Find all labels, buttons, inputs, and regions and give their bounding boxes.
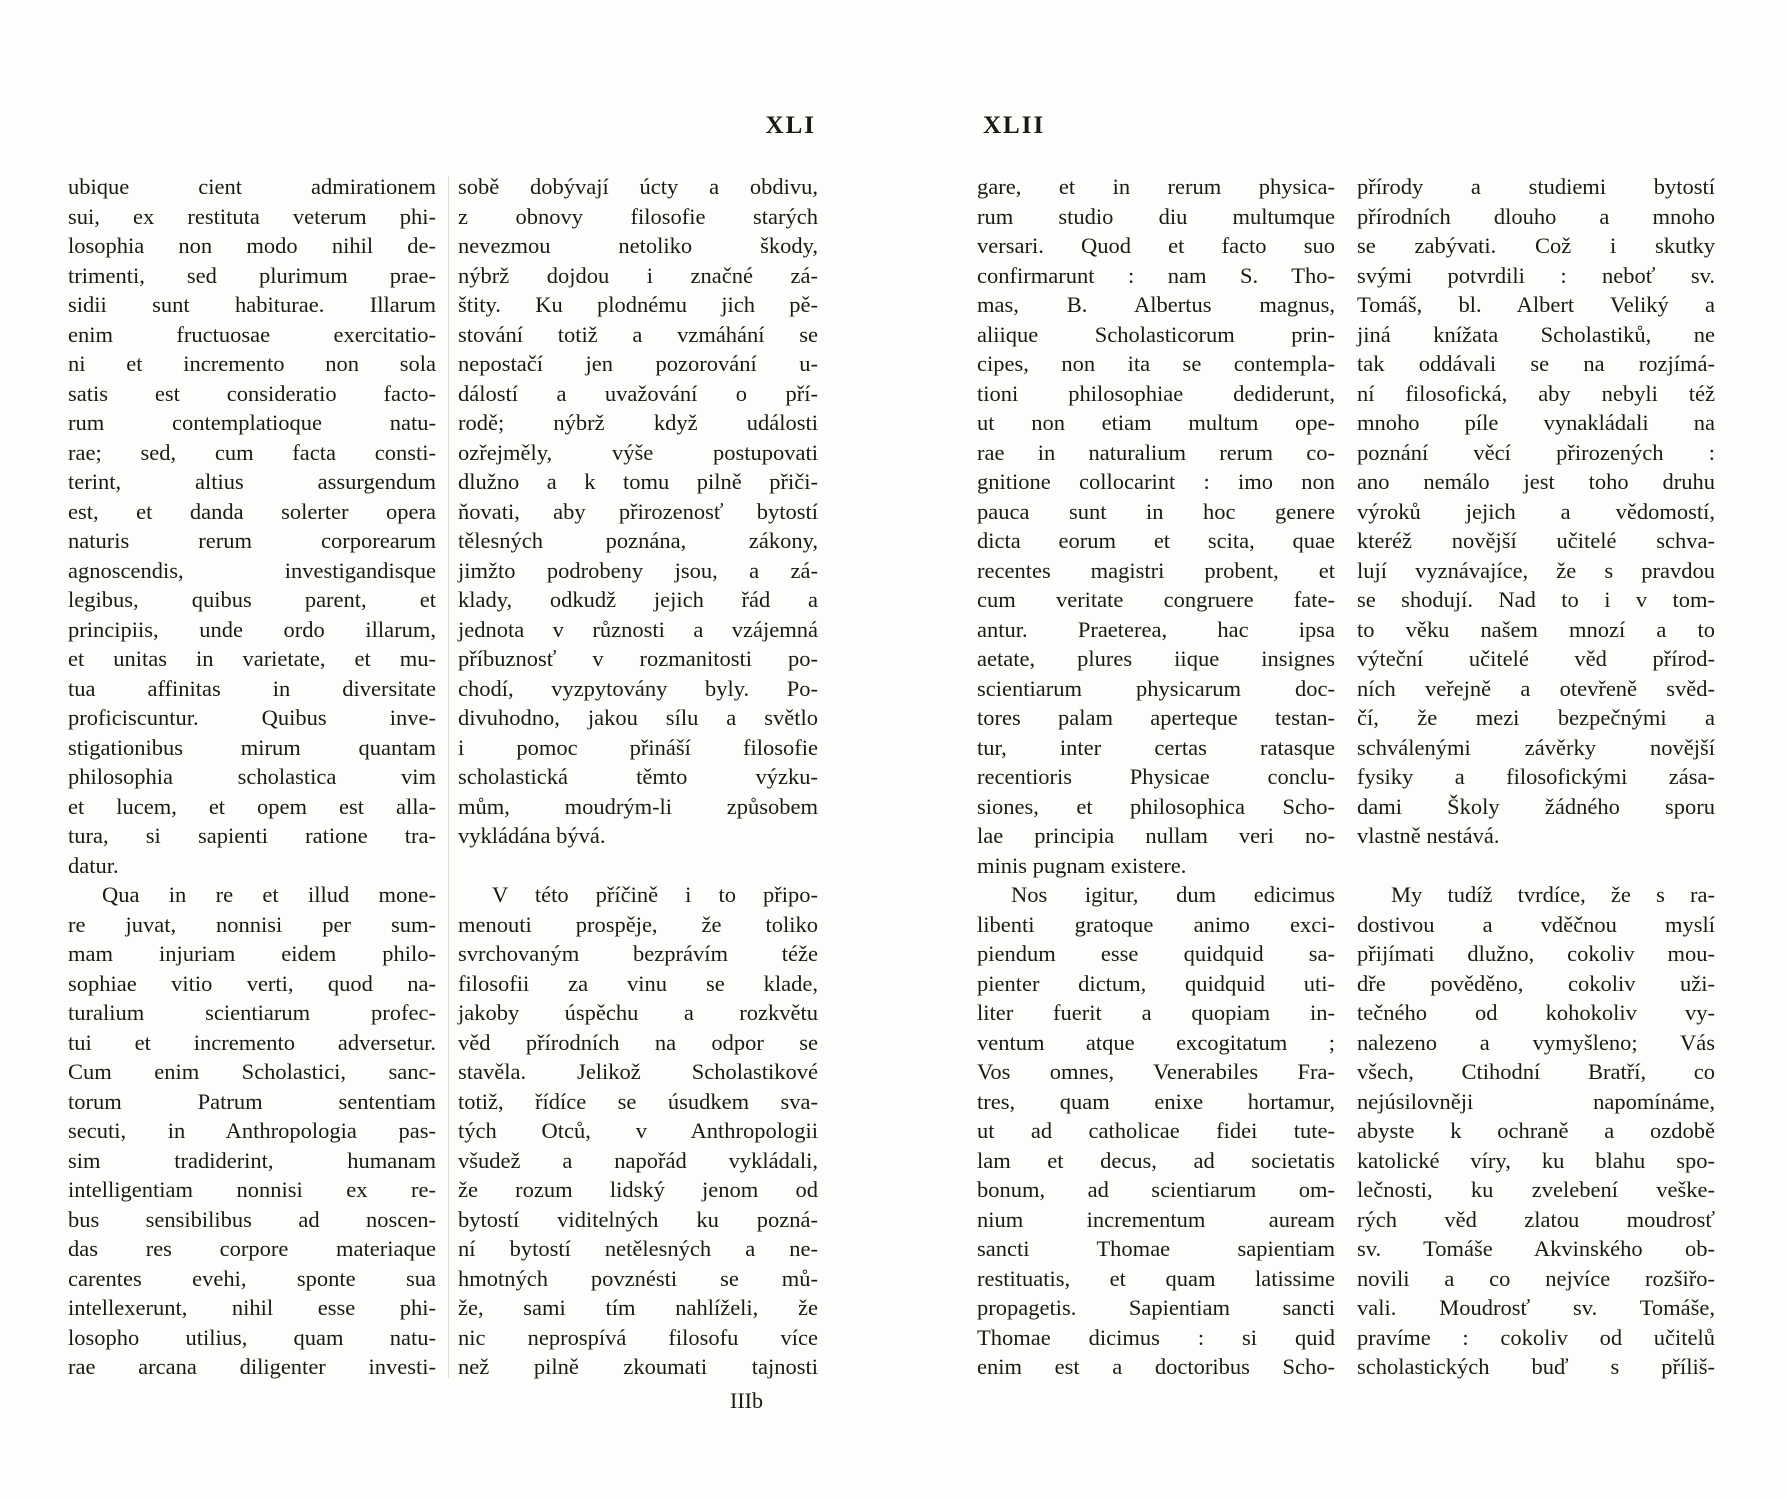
text-line: philosophia scholastica vim — [68, 764, 436, 789]
text-line: všech, Ctihodní Bratří, co — [1357, 1059, 1715, 1084]
text-line: satis est consideratio facto- — [68, 380, 436, 406]
text-line: fysiky a filosofickými zása- — [1357, 764, 1715, 789]
text-line: tak oddávali se na rozjímá- — [1357, 351, 1715, 376]
paragraph — [977, 172, 1335, 880]
text-line: My tudíž tvrdíce, že s ra- — [1391, 882, 1715, 907]
text-line: terint, altius assurgendum — [68, 469, 436, 494]
text-line: ni et incremento non sola — [68, 351, 436, 376]
text-line: tores palam aperteque testan- — [977, 705, 1335, 730]
text-line: Tomáš, bl. Albert Veliký a — [1357, 292, 1715, 317]
text-line: siones, et philosophica Scho- — [977, 793, 1335, 819]
text-line: tioni philosophiae dediderunt, — [977, 380, 1335, 406]
text-line: kteréž novější učitelé schva- — [1357, 528, 1715, 553]
text-line: propagetis. Sapientiam sancti — [977, 1295, 1335, 1320]
text-line: cum veritate congruere fate- — [977, 587, 1335, 612]
text-line: antur. Praeterea, hac ipsa — [977, 616, 1335, 642]
text-line: est, et danda solerter opera — [68, 498, 436, 524]
text-line: recentioris Physicae conclu- — [977, 764, 1335, 789]
text-line: sancti Thomae sapientiam — [977, 1236, 1335, 1261]
text-line: nýbrž dojdou i značné zá- — [458, 262, 818, 288]
text-line: jiná knížata Scholastiků, ne — [1357, 321, 1715, 347]
text-line: Vos omnes, Venerabiles Fra- — [977, 1059, 1335, 1084]
text-line: vykládána bývá. — [458, 823, 606, 848]
text-line: pienter dictum, quidquid uti- — [977, 970, 1335, 996]
text-line: ních veřejně a otevřeně svěd- — [1357, 675, 1715, 701]
text-line: agnoscendis, investigandisque — [68, 557, 436, 583]
text-line: dlužno a k tomu pilně přiči- — [458, 469, 818, 494]
page-xli — [68, 112, 818, 1415]
text-line: losophia non modo nihil de- — [68, 233, 436, 258]
text-line: ut ad catholicae fidei tute- — [977, 1118, 1335, 1143]
text-line: rae; sed, cum facta consti- — [68, 439, 436, 465]
text-line: naturis rerum corporearum — [68, 528, 436, 553]
text-line: principiis, unde ordo illarum, — [68, 616, 436, 642]
text-line: chodí, vyzpytovány byly. Po- — [458, 675, 818, 701]
text-line: svrchovaným bezprávím téže — [458, 941, 818, 966]
text-line: schválenými závěrky novější — [1357, 734, 1715, 760]
text-line: nalezeno a vymyšleno; Vás — [1357, 1029, 1715, 1055]
text-line: secuti, in Anthropologia pas- — [68, 1118, 436, 1143]
text-line: tres, quam enixe hortamur, — [977, 1088, 1335, 1114]
text-line: sui, ex restituta veterum phi- — [68, 203, 436, 229]
text-line: výroků jejich a vědomostí, — [1357, 498, 1715, 524]
text-line: nevezmou netoliko škody, — [458, 233, 818, 258]
paragraph — [1357, 172, 1715, 851]
text-line: rum studio diu multumque — [977, 203, 1335, 229]
text-line: štity. Ku plodnému jich pě- — [458, 292, 818, 317]
text-line: jednota v různosti a vzájemná — [458, 616, 818, 642]
text-line: nejúsilovněji napomínáme, — [1357, 1088, 1715, 1114]
page-number-xlii: XLII — [983, 112, 1046, 139]
text-line: minis pugnam existere. — [977, 852, 1187, 878]
text-line: torum Patrum sententiam — [68, 1088, 436, 1114]
text-line: restituatis, et quam latissime — [977, 1265, 1335, 1291]
text-line: et lucem, et opem est alla- — [68, 793, 436, 819]
text-line: mům, moudrým-li způsobem — [458, 793, 818, 819]
text-line: přírodních dlouho a mnoho — [1357, 203, 1715, 229]
text-line: sim tradiderint, humanam — [68, 1147, 436, 1173]
text-line: divuhodno, jakou sílu a světlo — [458, 705, 818, 730]
text-line: ano nemálo jest toho druhu — [1357, 469, 1715, 494]
paragraph — [1357, 880, 1715, 1382]
text-line: lečnosti, ku zvelebení veške- — [1357, 1177, 1715, 1202]
text-line: nic neprospívá filosofu více — [458, 1324, 818, 1350]
text-line: tých Otců, v Anthropologii — [458, 1118, 818, 1143]
text-line: confirmarunt : nam S. Tho- — [977, 262, 1335, 288]
text-line: ubique cient admirationem — [68, 174, 436, 199]
text-line: stigationibus mirum quantam — [68, 734, 436, 760]
text-line: losopho utilius, quam natu- — [68, 1324, 436, 1350]
text-line: čí, že mezi bezpečnými a — [1357, 705, 1715, 730]
text-line: sv. Tomáše Akvinského ob- — [1357, 1236, 1715, 1261]
text-line: ozřejměly, výše postupovati — [458, 439, 818, 465]
text-line: nium incrementum auream — [977, 1206, 1335, 1232]
text-line: Qua in re et illud mone- — [102, 882, 436, 907]
text-line: sidii sunt habiturae. Illarum — [68, 292, 436, 317]
page-number-xli: XLI — [765, 112, 816, 139]
text-line: to věku našem mnozí a to — [1357, 616, 1715, 642]
text-line: mam injuriam eidem philo- — [68, 941, 436, 966]
text-line: svými potvrdili : neboť sv. — [1357, 262, 1715, 288]
text-line: tua affinitas in diversitate — [68, 675, 436, 701]
text-line: enim est a doctoribus Scho- — [977, 1354, 1335, 1379]
text-line: Nos igitur, dum edicimus — [1011, 882, 1335, 907]
text-line: jimžto podrobeny jsou, a zá- — [458, 557, 818, 583]
text-line: dře pověděno, cokoliv uži- — [1357, 970, 1715, 996]
column-czech-left-page — [458, 172, 818, 1382]
text-line: scholastická těmto výzku- — [458, 764, 818, 789]
text-line: výteční učitelé věd přírod- — [1357, 646, 1715, 671]
text-line: mas, B. Albertus magnus, — [977, 292, 1335, 317]
text-line: z obnovy filosofie starých — [458, 203, 818, 229]
text-line: novili a co nejvíce rozšiřo- — [1357, 1265, 1715, 1291]
text-line: pravíme : cokoliv od učitelů — [1357, 1324, 1715, 1350]
signature-mark: IIIb — [730, 1387, 763, 1413]
text-line: legibus, quibus parent, et — [68, 587, 436, 612]
text-line: Thomae dicimus : si quid — [977, 1324, 1335, 1350]
text-line: scientiarum physicarum doc- — [977, 675, 1335, 701]
text-line: i pomoc přináší filosofie — [458, 734, 818, 760]
text-line: poznání věcí přirozených : — [1357, 439, 1715, 465]
text-line: vlastně nestává. — [1357, 823, 1500, 848]
column-czech-right-page — [1357, 172, 1715, 1382]
text-line: rodě; nýbrž když události — [458, 410, 818, 435]
text-line: nepostačí jen pozorování u- — [458, 351, 818, 376]
text-line: rých věd zlatou moudrosť — [1357, 1206, 1715, 1232]
text-line: re juvat, nonnisi per sum- — [68, 911, 436, 937]
text-line: proficiscuntur. Quibus inve- — [68, 705, 436, 730]
text-line: lují vyznávajíce, že s pravdou — [1357, 557, 1715, 583]
text-line: V této příčině i to připo- — [492, 882, 818, 907]
text-line: ní bytostí netělesných a ne- — [458, 1236, 818, 1261]
text-line: ní filosofická, aby nebyli též — [1357, 380, 1715, 406]
text-line: že, sami tím nahlíželi, že — [458, 1295, 818, 1320]
text-line: přijímati dlužno, cokoliv mou- — [1357, 941, 1715, 966]
text-line: rum contemplatioque natu- — [68, 410, 436, 435]
text-line: filosofii za vinu se klade, — [458, 970, 818, 996]
paragraph — [458, 172, 818, 851]
text-line: se shodují. Nad to i v tom- — [1357, 587, 1715, 612]
text-line: bytostí viditelných ku pozná- — [458, 1206, 818, 1232]
text-line: datur. — [68, 852, 119, 878]
page-header-right — [977, 112, 1715, 172]
text-line: versari. Quod et facto suo — [977, 233, 1335, 258]
text-line: libenti gratoque animo exci- — [977, 911, 1335, 937]
text-line: tui et incremento adversetur. — [68, 1029, 436, 1055]
text-line: stování totiž a vzmáhání se — [458, 321, 818, 347]
text-line: dami Školy žádného sporu — [1357, 793, 1715, 819]
text-line: rae in naturalium rerum co- — [977, 439, 1335, 465]
text-line: věd přírodních na odpor se — [458, 1029, 818, 1055]
text-line: sophiae vitio verti, quod na- — [68, 970, 436, 996]
text-line: vali. Moudrosť sv. Tomáše, — [1357, 1295, 1715, 1320]
paragraph — [68, 172, 436, 880]
text-line: sobě dobývají úcty a obdivu, — [458, 174, 818, 199]
text-line: lam et decus, ad societatis — [977, 1147, 1335, 1173]
text-line: přírody a studiemi bytostí — [1357, 174, 1715, 199]
text-line: scholastických buď s příliš- — [1357, 1354, 1715, 1379]
text-line: intelligentiam nonnisi ex re- — [68, 1177, 436, 1202]
text-line: bus sensibilibus ad noscen- — [68, 1206, 436, 1232]
text-line: pauca sunt in hoc genere — [977, 498, 1335, 524]
text-line: enim fructuosae exercitatio- — [68, 321, 436, 347]
text-line: klady, odkudž jejich řád a — [458, 587, 818, 612]
text-line: hmotných povznésti se mů- — [458, 1265, 818, 1291]
text-line: carentes evehi, sponte sua — [68, 1265, 436, 1291]
text-line: Cum enim Scholastici, sanc- — [68, 1059, 436, 1084]
text-line: bonum, ad scientiarum om- — [977, 1177, 1335, 1202]
text-line: stavěla. Jelikož Scholastikové — [458, 1059, 818, 1084]
text-line: ventum atque excogitatum ; — [977, 1029, 1335, 1055]
column-rule — [448, 176, 449, 1378]
text-line: intellexerunt, nihil esse phi- — [68, 1295, 436, 1320]
text-line: das res corpore materiaque — [68, 1236, 436, 1261]
text-line: katolické víry, ku blahu spo- — [1357, 1147, 1715, 1173]
text-line: menouti prospěje, že toliko — [458, 911, 818, 937]
text-line: recentes magistri probent, et — [977, 557, 1335, 583]
paragraph — [977, 880, 1335, 1382]
text-line: aliique Scholasticorum prin- — [977, 321, 1335, 347]
text-line: piendum esse quidquid sa- — [977, 941, 1335, 966]
text-line: rae arcana diligenter investi- — [68, 1354, 436, 1379]
text-line: tělesných poznána, zákony, — [458, 528, 818, 553]
text-line: gare, et in rerum physica- — [977, 174, 1335, 199]
page-xlii-columns — [977, 172, 1715, 1382]
text-line: lae principia nullam veri no- — [977, 823, 1335, 848]
text-line: mnoho píle vynakládali na — [1357, 410, 1715, 435]
text-line: se zabývati. Což i skutky — [1357, 233, 1715, 258]
text-line: tura, si sapienti ratione tra- — [68, 823, 436, 848]
text-line: et unitas in varietate, et mu- — [68, 646, 436, 671]
text-line: totiž, řídíce se úsudkem sva- — [458, 1088, 818, 1114]
text-line: všudež a napořád vykládali, — [458, 1147, 818, 1173]
text-line: abyste k ochraně a ozdobě — [1357, 1118, 1715, 1143]
page-xli-columns — [68, 172, 818, 1382]
column-latin-right-page — [977, 172, 1335, 1382]
text-line: tur, inter certas ratasque — [977, 734, 1335, 760]
text-line: než pilně zkoumati tajnosti — [458, 1354, 818, 1379]
column-latin-left-page — [68, 172, 436, 1382]
text-line: jakoby úspěchu a rozkvětu — [458, 1000, 818, 1025]
text-line: gnitione collocarint : imo non — [977, 469, 1335, 494]
text-line: dicta eorum et scita, quae — [977, 528, 1335, 553]
page-header-left — [68, 112, 818, 172]
text-line: turalium scientiarum profec- — [68, 1000, 436, 1025]
text-line: tečného od kohokoliv vy- — [1357, 1000, 1715, 1025]
text-line: příbuznosť v rozmanitosti po- — [458, 646, 818, 671]
text-line: trimenti, sed plurimum prae- — [68, 262, 436, 288]
text-line: cipes, non ita se contempla- — [977, 351, 1335, 376]
text-line: ňovati, aby přirozenosť bytostí — [458, 498, 818, 524]
text-line: že rozum lidský jenom od — [458, 1177, 818, 1202]
text-line: liter fuerit a quopiam in- — [977, 1000, 1335, 1025]
text-line: ut non etiam multum ope- — [977, 410, 1335, 435]
paragraph — [68, 880, 436, 1382]
text-line: aetate, plures iique insignes — [977, 646, 1335, 671]
text-line: dostivou a vděčnou myslí — [1357, 911, 1715, 937]
page-xlii — [977, 112, 1715, 1382]
text-line: dálostí a uvažování o pří- — [458, 380, 818, 406]
paragraph — [458, 880, 818, 1382]
